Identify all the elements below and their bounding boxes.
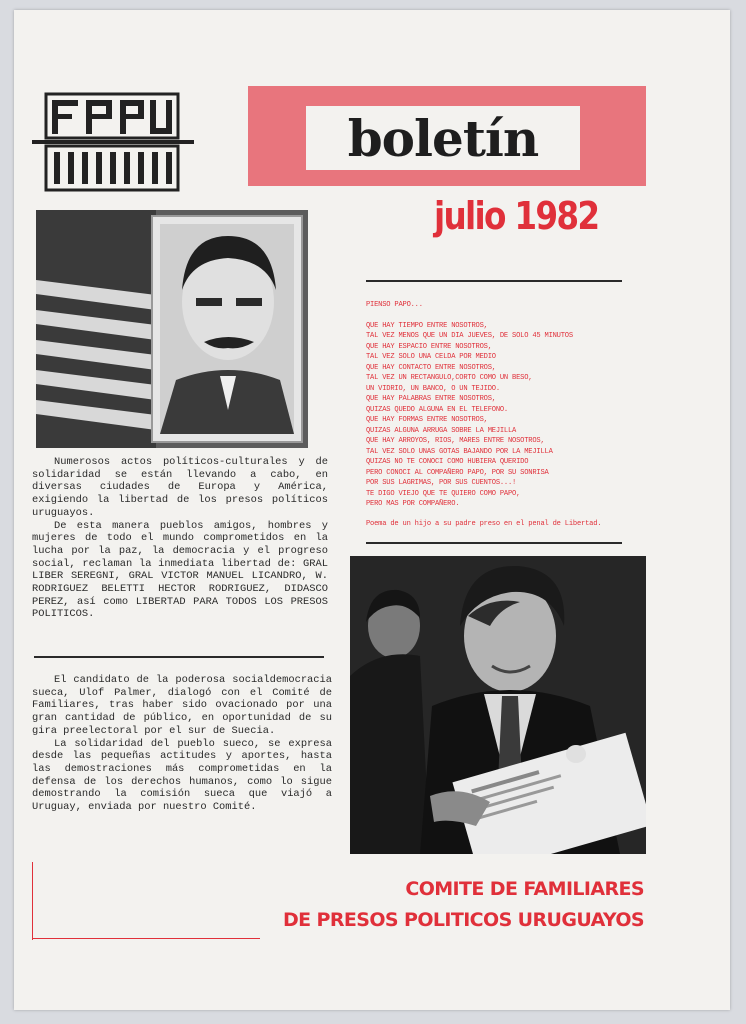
fppu-logo: [32, 88, 194, 196]
poem-line: QUE HAY CONTACTO ENTRE NOSOTROS,: [366, 363, 496, 372]
poem-line: PERO MAS POR COMPAÑERO.: [366, 500, 460, 508]
title-banner: [248, 86, 646, 186]
article-political-acts: [32, 456, 328, 621]
poem-line: TAL VEZ MENOS QUE UN DIA JUEVES, DE SOLO 45 MINUTOS: [366, 332, 573, 340]
article2-paragraph: La solidaridad del pueblo sueco, se expresa desde las pequeñas actitudes y aportes, hasta las demostraciones más comprometidas en la defensa de los derechos humanos, como lo sigue demostrando la comisión sueca que viajó a Uruguay, enviada por nuestro Comité.: [32, 737, 332, 814]
poem-line: TE DIGO VIEJO QUE TE QUIERO COMO PAPO,: [366, 489, 521, 498]
article1-paragraph: De esta manera pueblos amigos, hombres y mujeres de todo el mundo comprometidos en la lucha por la paz, la democracia y el progreso social, reclaman la inmediata libertad de: GRAL LIBER SEREGNI, GRAL VICTOR MANUEL LICANDRO, W. RODRIGUEZ BELETTI HECTOR RODRIGUEZ, DIDASCO PEREZ, así como LIBERTAD PARA TODOS LOS PRESOS POLITICOS.: [32, 519, 328, 621]
newsletter-page: [14, 10, 730, 1010]
poem-line: QUE HAY ESPACIO ENTRE NOSOTROS,: [366, 342, 492, 351]
palme-photo: [350, 556, 646, 854]
issue-date: julio 1982: [434, 194, 599, 238]
poem-line: QUE HAY ARROYOS, RIOS, MARES ENTRE NOSOTROS,: [366, 437, 545, 445]
poem-line: TAL VEZ SOLO UNA CELDA POR MEDIO: [366, 353, 496, 361]
footer-organization: [283, 874, 644, 936]
newsletter-title: boletín: [306, 106, 580, 170]
article2-paragraph: El candidato de la poderosa socialdemocracia sueca, Ulof Palmer, dialogó con el Comité de Familiares, tras haber sido ovacionado por una gran cantidad de público, en oportunidad de su gira preelectoral por el sur de Suecia.: [32, 674, 332, 737]
poem-line: PERO CONOCI AL COMPAÑERO PAPO, POR SU SONRISA: [366, 468, 549, 477]
poem-line: QUIZAS QUEDO ALGUNA EN EL TELEFONO.: [366, 405, 508, 414]
article-palme-visit: [32, 674, 332, 814]
portrait-photo: [36, 210, 308, 448]
divider: [34, 656, 324, 658]
article1-paragraph: Numerosos actos políticos-culturales y de solidaridad se están llevando a cabo, en diversas ciudades de Europa y América, exigiendo la libertad de los presos políticos uruguayos.: [32, 456, 328, 519]
poem: [366, 300, 636, 529]
poem-line: QUE HAY TIEMPO ENTRE NOSOTROS,: [366, 321, 488, 330]
footer-red-line: [32, 862, 33, 940]
poem-line: QUIZAS ALGUNA ARRUGA SOBRE LA MEJILLA: [366, 426, 517, 435]
poem-greeting: PIENSO PAPO...: [366, 301, 423, 309]
footer-line1: COMITE DE FAMILIARES: [405, 878, 644, 900]
poem-line: TAL VEZ UN RECTANGULO,CORTO COMO UN BESO,: [366, 374, 533, 382]
poem-note: Poema de un hijo a su padre preso en el penal de Libertad.: [366, 519, 602, 528]
poem-line: UN VIDRIO, UN BANCO, O UN TEJIDO.: [366, 384, 500, 393]
poem-line: QUE HAY PALABRAS ENTRE NOSOTROS,: [366, 395, 496, 403]
poem-line: QUE HAY FORMAS ENTRE NOSOTROS,: [366, 416, 488, 424]
footer-line2: DE PRESOS POLITICOS URUGUAYOS: [282, 909, 644, 931]
poem-line: POR SUS LAGRIMAS, POR SUS CUENTOS...!: [366, 479, 517, 487]
poem-top-divider: [366, 280, 622, 282]
poem-line: QUIZAS NO TE CONOCI COMO HUBIERA QUERIDO: [366, 458, 529, 466]
poem-bottom-divider: [366, 542, 622, 544]
footer-red-underline: [32, 938, 260, 939]
poem-line: TAL VEZ SOLO UNAS GOTAS BAJANDO POR LA MEJILLA: [366, 447, 553, 456]
